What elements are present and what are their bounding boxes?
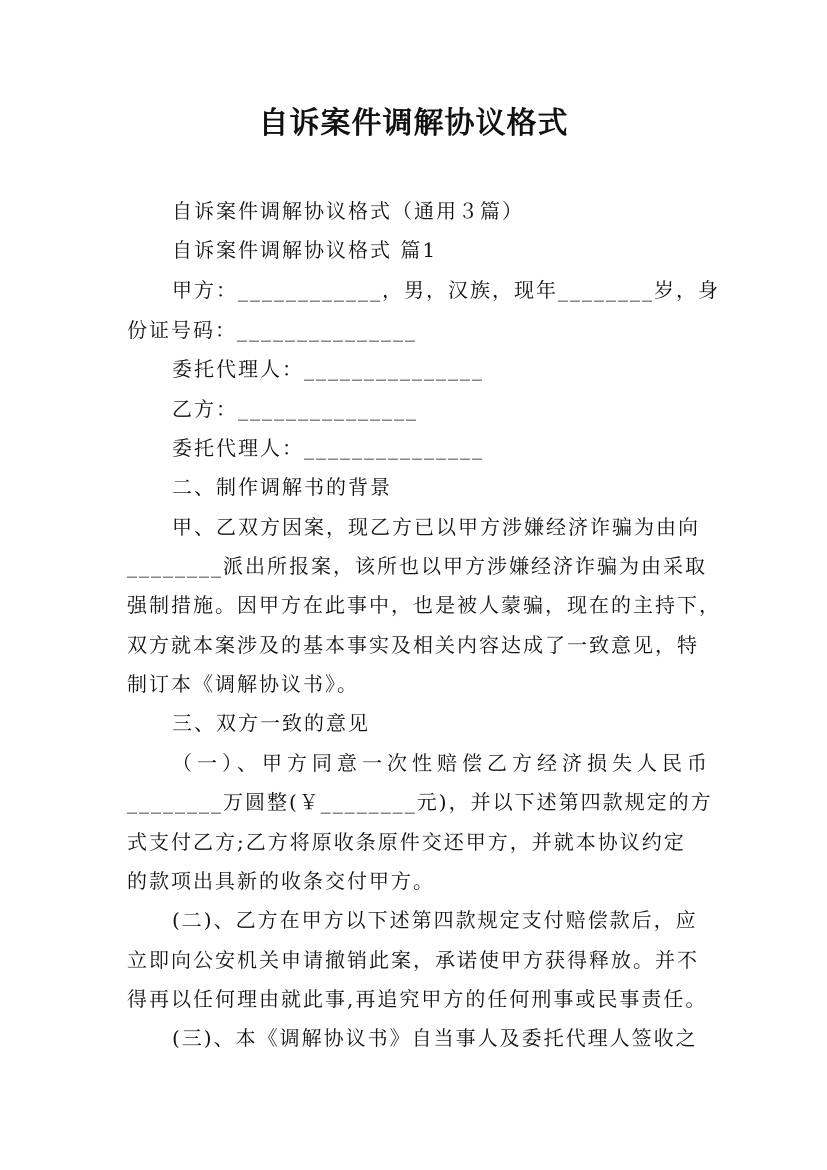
document-title: 自诉案件调解协议格式	[258, 106, 569, 141]
paragraph-line: 式支付乙方;乙方将原收条原件交还甲方，并就本协议约定	[127, 830, 686, 854]
paragraph-line: 双方就本案涉及的基本事实及相关内容达成了一致意见，特	[127, 633, 699, 657]
paragraph-line: (二)、乙方在甲方以下述第四款规定支付赔偿款后，应	[172, 908, 698, 932]
party-a-agent-line: 委托代理人：_______________	[172, 357, 484, 381]
paragraph-line: ________派出所报案，该所也以甲方涉嫌经济诈骗为由采取	[127, 554, 707, 578]
party-b-line: 乙方：_______________	[172, 397, 418, 421]
paragraph-line: （一）、甲方同意一次性赔偿乙方经济损失人民币	[172, 751, 712, 775]
paragraph-line: 立即向公安机关申请撤销此案，承诺使甲方获得释放。并不	[127, 948, 699, 972]
paragraph-line: 的款项出具新的收条交付甲方。	[127, 869, 435, 893]
paragraph-line: 甲、乙双方因案，现乙方已以甲方涉嫌经济诈骗为由向	[172, 515, 700, 539]
subtitle-line: 自诉案件调解协议格式（通用３篇）	[172, 199, 524, 223]
paragraph-line: 得再以任何理由就此事,再追究甲方的任何刑事或民事责任。	[127, 987, 708, 1011]
paragraph-line: ________万圆整(￥________元)，并以下述第四款规定的方	[127, 790, 713, 814]
party-a-line: 甲方：____________，男，汉族，现年________岁，身	[172, 278, 720, 302]
party-a-id-line: 份证号码：_______________	[127, 318, 417, 342]
party-b-agent-line: 委托代理人：_______________	[172, 436, 484, 460]
agreement-heading: 三、双方一致的意见	[172, 711, 370, 735]
paragraph-line: 制订本《调解协议书》。	[127, 672, 359, 696]
paragraph-line: 强制措施。因甲方在此事中，也是被人蒙骗，现在的主持下，	[127, 593, 721, 617]
paragraph-line: (三)、本《调解协议书》自当事人及委托代理人签收之	[172, 1026, 698, 1050]
background-heading: 二、制作调解书的背景	[172, 475, 392, 499]
section-heading: 自诉案件调解协议格式 篇1	[172, 238, 438, 262]
